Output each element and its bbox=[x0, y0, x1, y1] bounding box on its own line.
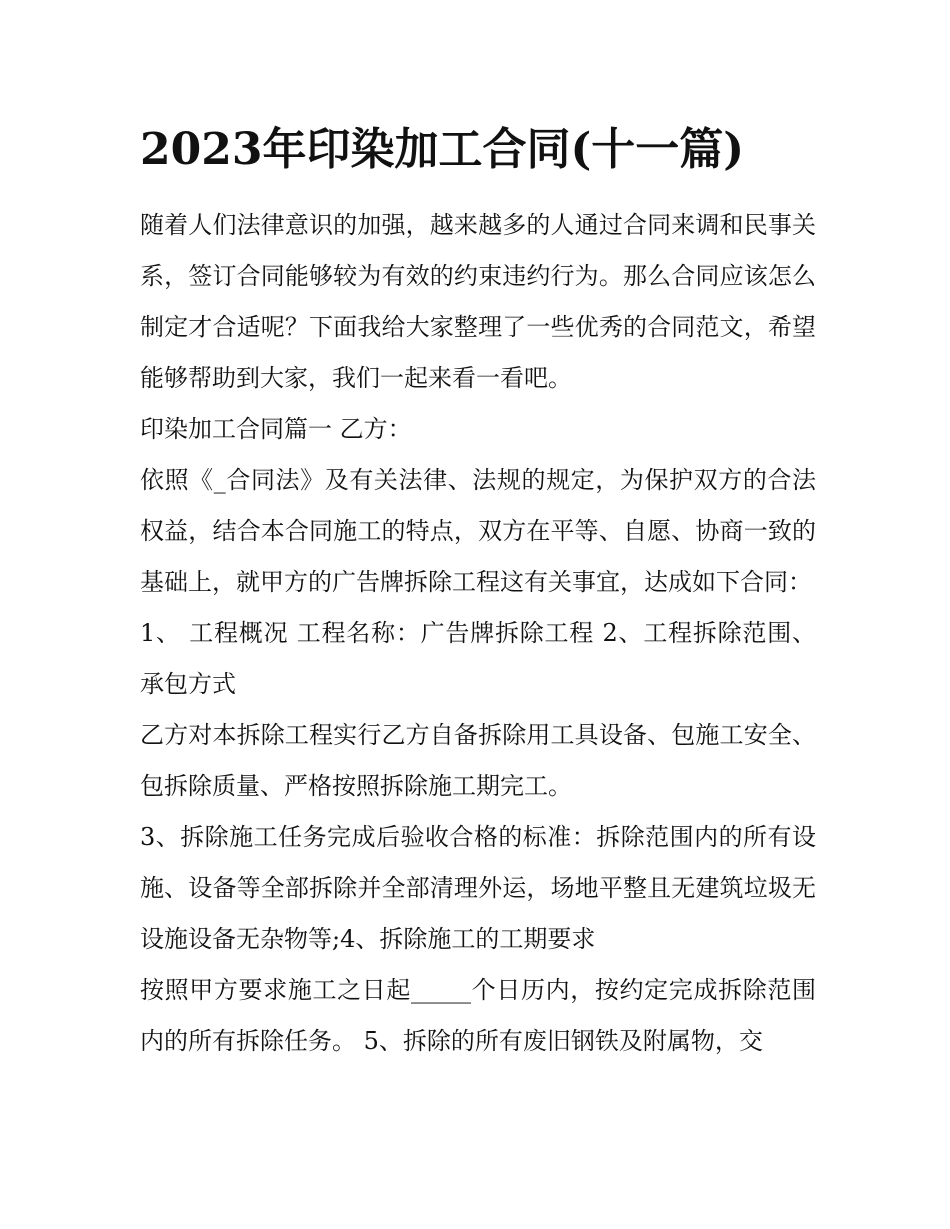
document-title: 2023年印染加工合同(十一篇) bbox=[140, 124, 745, 175]
paragraph-clause-3-4: 3、拆除施工任务完成后验收合格的标准：拆除范围内的所有设施、设备等全部拆除并全部清理外运，场地平整且无建筑垃圾无设施设备无杂物等;4、拆除施工的工期要求 bbox=[140, 823, 816, 953]
paragraph-clause-1-2: 1、 工程概况 工程名称：广告牌拆除工程 2、工程拆除范围、承包方式 bbox=[140, 619, 816, 698]
paragraph-contract-method: 乙方对本拆除工程实行乙方自备拆除用工具设备、包施工安全、包拆除质量、严格按照拆除施工期完工。 bbox=[140, 721, 816, 800]
paragraph-section-heading: 印染加工合同篇一 乙方： bbox=[140, 415, 412, 443]
paragraph-clause-5: 按照甲方要求施工之日起_____个日历内，按约定完成拆除范围内的所有拆除任务。 5、拆除的所有废旧钢铁及附属物，交 bbox=[140, 976, 816, 1055]
paragraph-intro: 随着人们法律意识的加强，越来越多的人通过合同来调和民事关系，签订合同能够较为有效的约束违约行为。那么合同应该怎么制定才合适呢？下面我给大家整理了一些优秀的合同范文，希望能够帮助到大家，我们一起来看一看吧。 bbox=[140, 211, 816, 392]
paragraph-legal-basis: 依照《_合同法》及有关法律、法规的规定，为保护双方的合法权益，结合本合同施工的特点，双方在平等、自愿、协商一致的基础上，就甲方的广告牌拆除工程这有关事宜，达成如下合同： bbox=[140, 466, 816, 596]
document-body bbox=[140, 118, 816, 1067]
